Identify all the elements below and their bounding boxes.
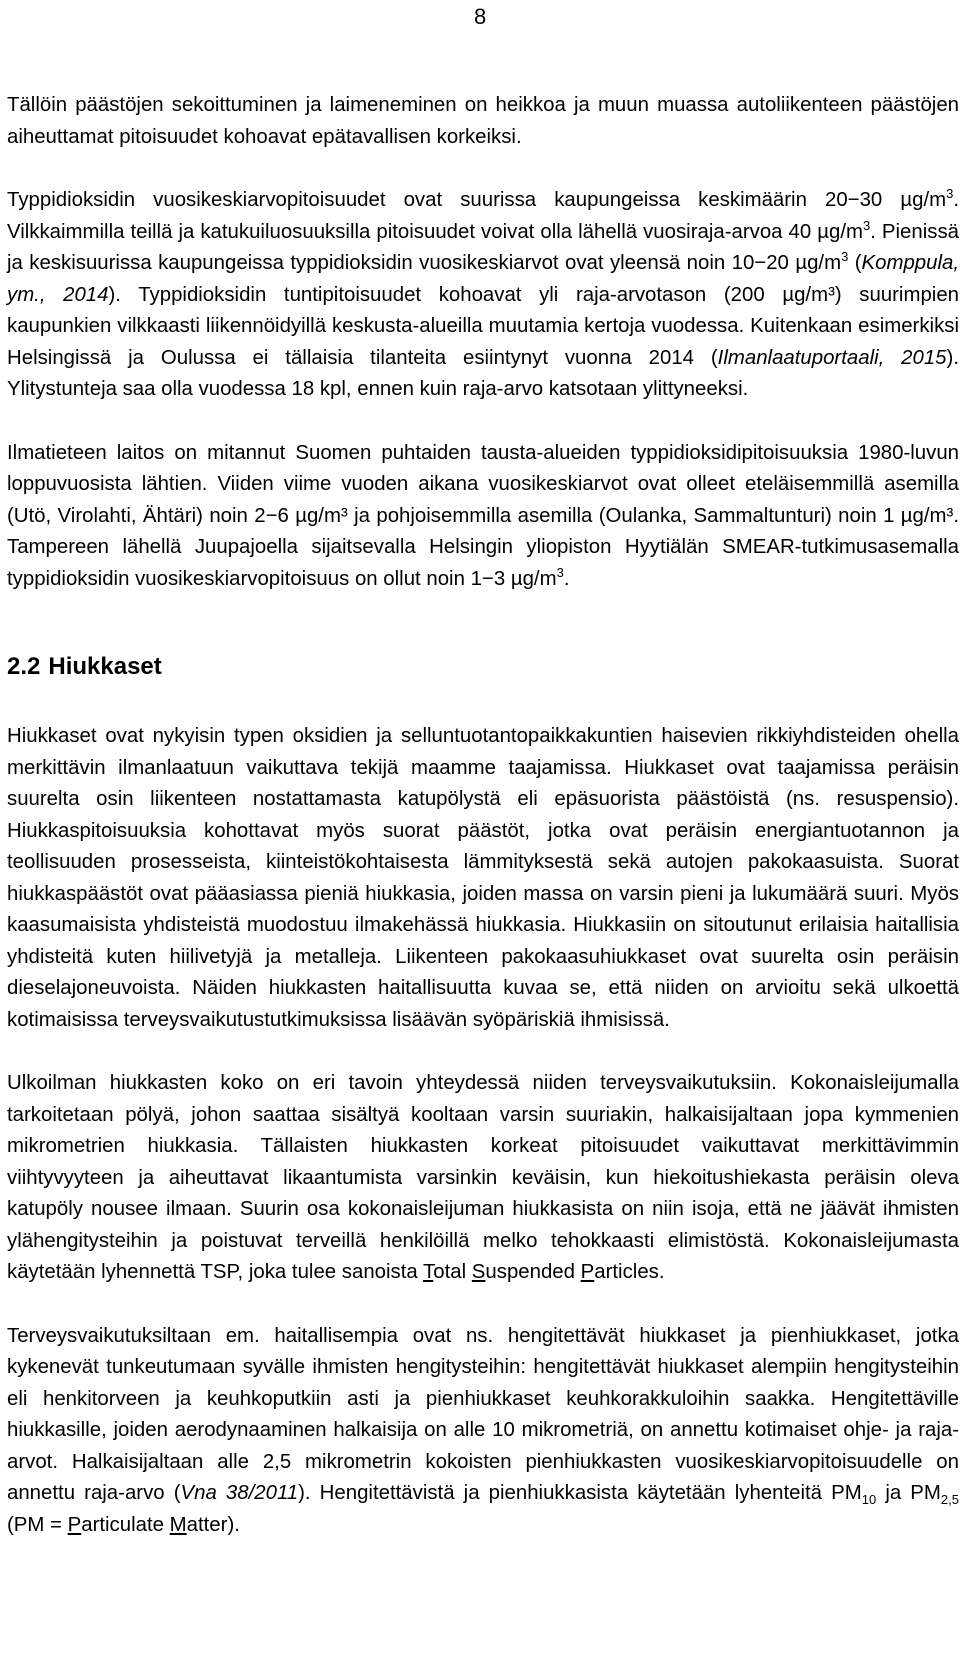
citation: Ilmanlaatuportaali, 2015 [717, 346, 947, 369]
subscript: 10 [861, 1492, 877, 1508]
paragraph-3-text-a: Ilmatieteen laitos on mitannut Suomen puhtaiden tausta-alueiden typpidioksidipitoisuuksia 1980-luvun loppuvuosista lähtien. Viiden viime vuoden aikana vuosikeskiarvot ovat olleet eteläisemmillä asemilla (Utö, Virolahti, Ähtäri) noin 2−6 µg/m³ ja pohjoisemmilla asemilla (Oulanka, Sammaltunturi) noin 1 µg/m³. Tampereen lähellä Juupajoella sijaitsevalla Helsingin yliopiston Hyytiälän SMEAR-tutkimusasemalla typpidioksidin vuosikeskiarvopitoisuus on ollut noin 1−3 µg/m [7, 441, 959, 590]
paragraph-4 [7, 721, 959, 1036]
citation: Vna 38/2011 [180, 1482, 299, 1504]
underlined-letter: P [67, 1513, 82, 1536]
paragraph-3-text-c: . [563, 567, 570, 590]
paragraph-2-text-g: ( [848, 252, 862, 274]
subscript: 2,5 [940, 1492, 959, 1508]
paragraph-5-text: uspended [485, 1261, 581, 1283]
paragraph-6-text-a: Terveysvaikutuksiltaan em. haitallisempia ovat ns. hengitettävät hiukkaset ja pienhiukkaset, jotka kykenevät tunkeutumaan syvälle ihmisten hengitysteihin: hengitettävät hiukkaset alempiin hengitysteihin eli henkitorveen ja keuhkoputkiin asti ja pienhiukkaset keuhkorakkuloihin saakka. Hengitettäville hiukkasille, joiden aerodynaaminen halkaisija on alle 10 mikrometriä, on annettu kotimaiset ohje- ja raja-arvot. Halkaisijaltaan alle 2,5 mikrometrin kokoisten pienhiukkasten vuosikeskiarvopitoisuudelle on annettu raja-arvo ( [7, 1324, 959, 1504]
paragraph-5-text: articles. [594, 1261, 665, 1283]
paragraph-5-text-a: Ulkoilman hiukkasten koko on eri tavoin yhteydessä niiden terveysvaikutuksiin. Kokonaisleijumalla tarkoitetaan pölyä, johon saattaa sisältyä kooltaan varsin suuriakin, halkaisijaltaan jopa kymmenien mikrometrien hiukkasia. Tällaisten hiukkasten korkeat pitoisuudet vaikuttavat merkittävimmin viihtyvyyteen ja aiheuttavat likaantumista varsinkin keväisin, kun hiekoitushiekasta peräisin oleva katupöly nousee ilmaan. Suurin osa kokonaisleijuman hiukkasista on niin isoja, että ne jäävät ihmisten ylähengitysteihin ja poistuvat terveillä henkilöillä melko tehokkaasti elimistöstä. Kokonaisleijumasta käytetään lyhennettä TSP, joka tulee sanoista [7, 1072, 959, 1283]
paragraph-2 [7, 185, 959, 406]
superscript: 3 [556, 564, 564, 580]
superscript: 3 [841, 249, 849, 265]
superscript: 3 [946, 186, 954, 202]
paragraph-6 [7, 1321, 959, 1542]
paragraph-2-text-e: . Pienissä ja keskisuurissa kaupungeissa typpidioksidin vuosikeskiarvot ovat yleensä noin 10−20 µg/m [7, 220, 960, 274]
section-number: 2.2 [7, 653, 41, 680]
underlined-letter: P [580, 1261, 595, 1283]
paragraph-6-text: atter). [186, 1513, 240, 1536]
section-heading [7, 651, 959, 683]
underlined-letter: T [423, 1261, 434, 1283]
paragraph-6-text-e: (PM = [7, 1513, 68, 1536]
paragraph-5-text: otal [433, 1261, 472, 1283]
paragraph-2-text-k: ). Ylitystunteja saa olla vuodessa 18 kpl, ennen kuin raja-arvo katsotaan ylittyneeksi. [7, 346, 959, 400]
paragraph-6-text-c: ). Hengitettävistä ja pienhiukkasista käytetään lyhenteitä PM [298, 1482, 862, 1504]
document-body [7, 90, 959, 1541]
paragraph-6-text: articulate [81, 1513, 170, 1536]
paragraph-3 [7, 438, 959, 596]
superscript: 3 [863, 217, 871, 233]
paragraph-4-text: Hiukkaset ovat nykyisin typen oksidien ja selluntuotantopaikkakuntien haisevien rikkiyhdisteiden ohella merkittävin ilmanlaatuun vaikuttava tekijä maamme taajamissa. Hiukkaset ovat taajamissa peräisin suurelta osin liikenteen nostattamasta katupölystä eli epäsuorista päästöistä (ns. resuspensio). Hiukkaspitoisuuksia kohottavat myös suorat päästöt, jotka ovat peräisin energiantuotannon ja teollisuuden prosesseista, kiinteistökohtaisesta lämmityksestä sekä autojen pakokaasuista. Suorat hiukkaspäästöt ovat pääasiassa pieniä hiukkasia, joiden massa on varsin pieni ja lukumäärä suuri. Myös kaasumaisista yhdisteistä muodostuu ilmakehässä hiukkasia. Hiukkasiin on sitoutunut erilaisia haitallisia yhdisteitä kuten hiilivetyjä ja metalleja. Liikenteen pakokaasuhiukkaset ovat suurelta osin peräisin dieselajoneuvoista. Näiden hiukkasten haitallisuutta kuvaa se, että niiden on arvioitu sekä ulkoettä kotimaisissa terveysvaikutustutkimuksissa lisäävän syöpäriskiä ihmisissä. [7, 725, 959, 1031]
paragraph-5 [7, 1068, 959, 1289]
citation: Komppula, ym., 2014 [7, 252, 959, 306]
paragraph-6-text-d: ja PM [876, 1482, 941, 1504]
underlined-letter: S [471, 1261, 486, 1283]
paragraph-2-text-i: ). Typpidioksidin tuntipitoisuudet kohoavat yli raja-arvotason (200 µg/m³) suurimpien kaupunkien vilkkaasti liikennöidyillä keskusta-alueilla muutamia kertoja vuodessa. Kuitenkaan esimerkiksi Helsingissä ja Oulussa ei tällaisia tilanteita esiintynyt vuonna 2014 ( [7, 283, 959, 369]
paragraph-2-text-c: . Vilkkaimmilla teillä ja katukuiluosuuksilla pitoisuudet voivat olla lähellä vuosiraja-arvoa 40 µg/m [7, 189, 959, 243]
paragraph-2-text-a: Typpidioksidin vuosikeskiarvopitoisuudet ovat suurissa kaupungeissa keskimäärin 20−30 µg/m [7, 189, 947, 211]
paragraph-1 [7, 90, 959, 153]
paragraph-1-text: Tällöin päästöjen sekoittuminen ja laimeneminen on heikkoa ja muun muassa autoliikenteen päästöjen aiheuttamat pitoisuudet kohoavat epätavallisen korkeiksi. [7, 94, 959, 148]
section-title: Hiukkaset [48, 653, 162, 680]
underlined-letter: M [169, 1513, 187, 1536]
page-number: 8 [474, 4, 487, 29]
